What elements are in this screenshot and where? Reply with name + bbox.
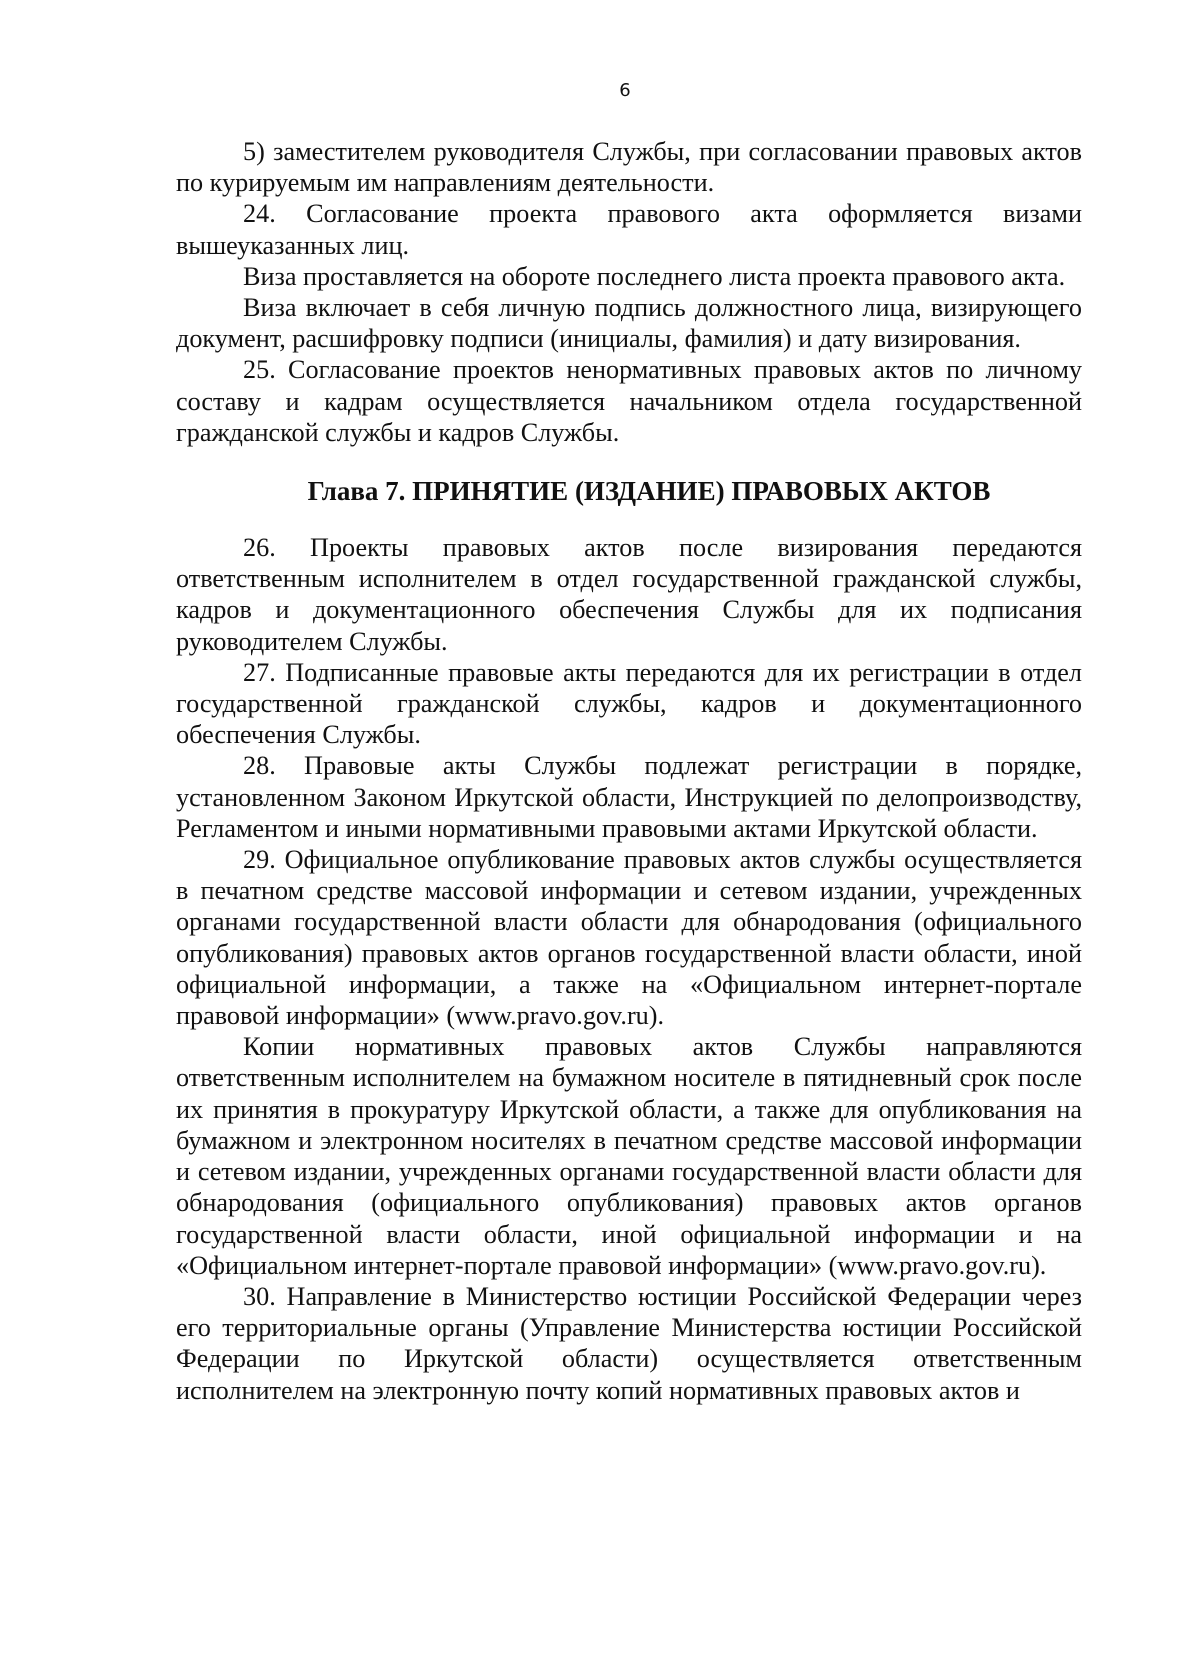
paragraph-24: 24. Согласование проекта правового акта оформляется визами вышеуказанных лиц. xyxy=(176,199,1082,260)
paragraph-visa-contents: Виза включает в себя личную подпись должностного лица, визирующего документ, расшифровку подписи (инициалы, фамилия) и дату визирования. xyxy=(176,293,1082,354)
paragraph-30: 30. Направление в Министерство юстиции Российской Федерации через его территориальные органы (Управление Министерства юстиции Российской Федерации по Иркутской области) осуществляется ответственным исполнителем на электронную почту копий нормативных правовых актов и xyxy=(176,1281,1082,1405)
paragraph-29: 29. Официальное опубликование правовых актов службы осуществляется в печатном средстве массовой информации и сетевом издании, учрежденных органами государственной власти области для обнародования (официального опубликования) правовых актов органов государственной власти области, иной официальной информации, а также на «Официальном интернет-портале правовой информации» (www.pravo.gov.ru). xyxy=(176,845,1082,1031)
paragraph-27: 27. Подписанные правовые акты передаются для их регистрации в отдел государственной гражданской службы, кадров и документационного обеспечения Службы. xyxy=(176,657,1082,750)
chapter-heading: Глава 7. ПРИНЯТИЕ (ИЗДАНИЕ) ПРАВОВЫХ АКТОВ xyxy=(307,476,991,507)
paragraph-visa-placement: Виза проставляется на обороте последнего листа проекта правового акта. xyxy=(243,261,1066,291)
paragraph-item-5: 5) заместителем руководителя Службы, при согласовании правовых актов по курируемым им направлениям деятельности. xyxy=(176,137,1082,198)
paragraph-28: 28. Правовые акты Службы подлежат регистрации в порядке, установленном Законом Иркутской области, Инструкцией по делопроизводству, Регламентом и иными нормативными правовыми актами Иркутской области. xyxy=(176,751,1082,843)
paragraph-26: 26. Проекты правовых актов после визирования передаются ответственным исполнителем в отдел государственной гражданской службы, кадров и документационного обеспечения Службы для их подписания руководителем Службы. xyxy=(176,533,1082,656)
page-number: 6 xyxy=(619,80,631,101)
paragraph-25: 25. Согласование проектов ненормативных правовых актов по личному составу и кадрам осуществляется начальником отдела государственной гражданской службы и кадров Службы. xyxy=(176,355,1082,447)
paragraph-copies: Копии нормативных правовых актов Службы направляются ответственным исполнителем на бумажном носителе в пятидневный срок после их принятия в прокуратуру Иркутской области, а также для опубликования на бумажном и электронном носителях в печатном средстве массовой информации и сетевом издании, учрежденных органами государственной власти области для обнародования (официального опубликования) правовых актов органов государственной власти области, иной официальной информации и на «Официальном интернет-портале правовой информации» (www.pravo.gov.ru). xyxy=(176,1032,1082,1280)
document-body xyxy=(176,136,1082,1406)
